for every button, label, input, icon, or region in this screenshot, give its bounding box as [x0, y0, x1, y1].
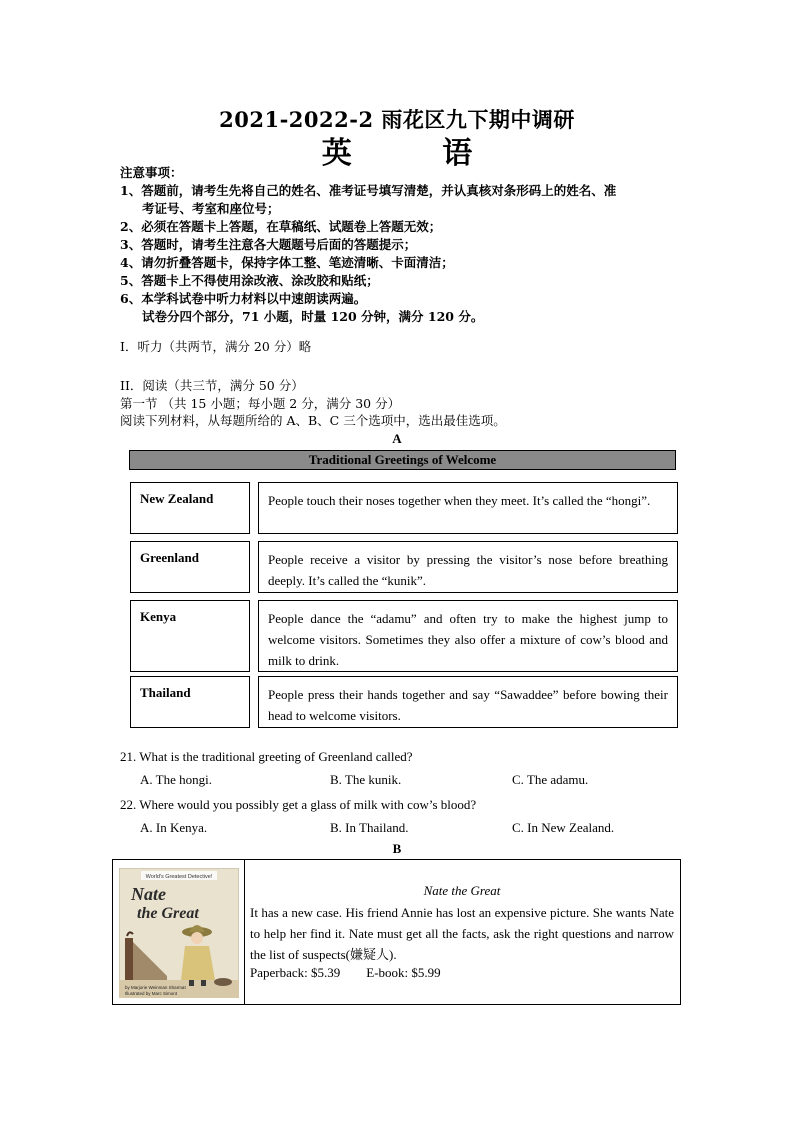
greeting-desc-kenya: People dance the “adamu” and often try to make the highest jump to welcome visitors. Sometimes they also offer a mixture of cow’s blood and milk to drink.	[258, 600, 678, 672]
notice-heading: 注意事项：	[120, 165, 183, 180]
notice-item-1-cont: 考证号、考室和座位号；	[142, 201, 280, 216]
book-title: Nate the Great	[423, 883, 501, 898]
question-21: 21. What is the traditional greeting of Greenland called?	[120, 749, 413, 764]
notice-block	[120, 164, 690, 326]
q22-option-b: B. In Thailand.	[330, 820, 409, 835]
ebook-price: E-book: $5.99	[366, 965, 441, 980]
country-greenland: Greenland	[130, 541, 250, 593]
book-box-divider	[244, 860, 245, 1004]
reading-section: II．阅读（共三节，满分 50 分）	[120, 378, 304, 393]
book-prices	[250, 965, 441, 981]
cover-author: by Marjorie Weinman Sharmat	[125, 985, 186, 990]
country-new-zealand: New Zealand	[130, 482, 250, 534]
q21-option-a: A. The hongi.	[140, 772, 212, 787]
q22-option-a: A. In Kenya.	[140, 820, 208, 835]
notice-item-5: 5、答题卡上不得使用涂改液、涂改胶和贴纸；	[120, 273, 379, 288]
cover-title-line1: Nate	[131, 884, 166, 904]
notice-item-2: 2、必须在答题卡上答题，在草稿纸、试题卷上答题无效；	[120, 219, 442, 234]
book-cover-image	[119, 868, 239, 998]
passage-a-label: A	[392, 431, 402, 446]
book-description: It has a new case. His friend Annie has lost an expensive picture. She wants Nate to help her find it. Nate must get all the facts, ask the right questions and narrow the list of suspects(嫌疑人).	[250, 905, 674, 962]
notice-item-1: 1、答题前，请考生先将自己的姓名、准考证号填写清楚，并认真核对条形码上的姓名、准	[120, 183, 617, 198]
passage-b-label: B	[392, 841, 402, 856]
exam-title: 2021-2022-2 雨花区九下期中调研	[219, 107, 575, 132]
listening-section: I．听力（共两节，满分 20 分）略	[120, 339, 312, 354]
greeting-desc-new-zealand: People touch their noses together when they meet. It’s called the “hongi”.	[258, 482, 678, 534]
greetings-table-title: Traditional Greetings of Welcome	[129, 450, 676, 470]
cover-illustrator: Illustrated by Marc Simont	[125, 991, 178, 996]
notice-item-6: 6、本学科试卷中听力材料以中速朗读两遍。	[120, 291, 367, 306]
paperback-price: Paperback: $5.39	[250, 965, 341, 980]
cover-banner: World's Greatest Detective!	[145, 874, 213, 880]
greeting-desc-thailand: People press their hands together and say “Sawaddee” before bowing their head to welcome visitors.	[258, 676, 678, 728]
cover-title-line2: the Great	[137, 905, 199, 922]
reading-part1: 第一节 （共 15 小题；每小题 2 分，满分 30 分）	[120, 396, 401, 411]
greeting-desc-greenland: People receive a visitor by pressing the visitor’s nose before breathing deeply. It’s called the “kunik”.	[258, 541, 678, 593]
country-thailand: Thailand	[130, 676, 250, 728]
q21-option-c: C. The adamu.	[512, 772, 589, 787]
notice-item-3: 3、答题时，请考生注意各大题题号后面的答题提示；	[120, 237, 417, 252]
q21-option-b: B. The kunik.	[330, 772, 402, 787]
notice-item-summary: 试卷分四个部分，71 小题，时量 120 分钟，满分 120 分。	[142, 309, 484, 324]
notice-item-4: 4、请勿折叠答题卡，保持字体工整、笔迹清晰、卡面清洁；	[120, 255, 454, 270]
question-22: 22. Where would you possibly get a glass of milk with cow’s blood?	[120, 797, 477, 812]
reading-instruction: 阅读下列材料，从每题所给的 A、B、C 三个选项中，选出最佳选项。	[120, 413, 506, 428]
exam-subject: 英 语	[321, 136, 513, 171]
country-kenya: Kenya	[130, 600, 250, 672]
q22-option-c: C. In New Zealand.	[512, 820, 615, 835]
